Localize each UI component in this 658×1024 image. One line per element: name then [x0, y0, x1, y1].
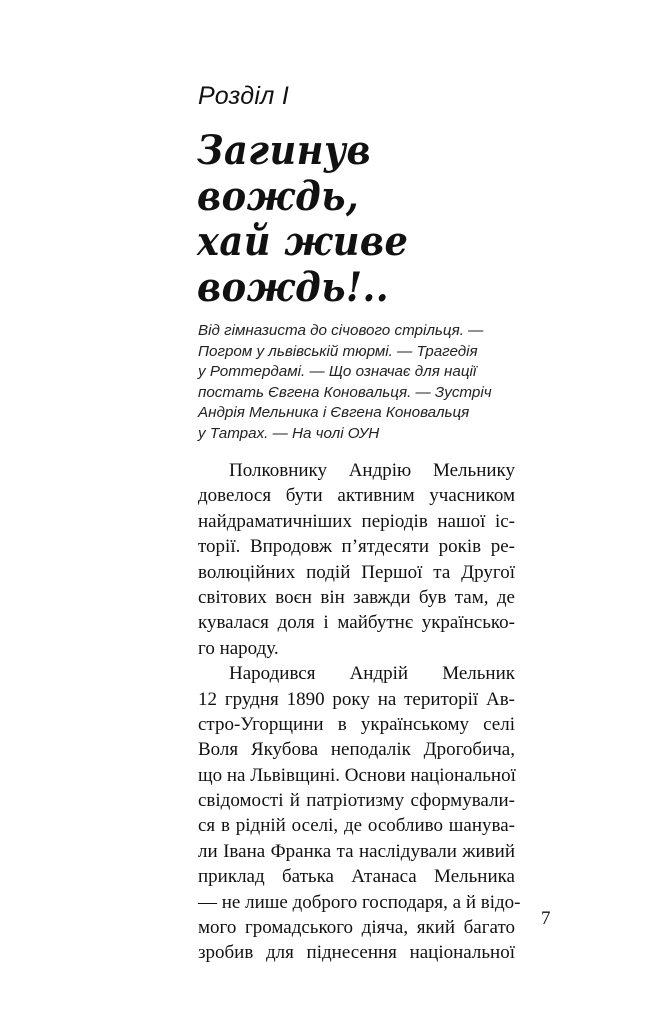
text-line: Воля Якубова неподалік Дрогобича,: [198, 739, 515, 761]
chapter-title-line: вождь,: [197, 172, 360, 220]
chapter-title-line: хай живе: [197, 218, 409, 265]
text-line: приклад батька Атанаса Мельника: [198, 866, 515, 888]
summary-line: Андрія Мельника і Євгена Коновальця: [198, 404, 470, 422]
text-line: волюційних подій Першої та Другої: [198, 561, 515, 583]
summary-line: у Роттердамі. — Що означає для нації: [198, 363, 477, 381]
body-text: [198, 458, 521, 966]
text-line: світових воєн він завжди був там, де: [198, 586, 515, 608]
text-line: 12 грудня 1890 року на території Ав-: [198, 688, 515, 710]
text-line: довелося бути активним учасником: [198, 485, 515, 507]
summary-line: постать Євгена Коновальця. — Зустріч: [198, 383, 492, 401]
page-number: 7: [541, 908, 551, 929]
text-line: мого громадського діяча, який багато: [198, 917, 515, 939]
text-line: зробив для піднесення національної: [198, 942, 515, 964]
paragraph: [198, 458, 515, 661]
summary-line: у Татрах. — На чолі ОУН: [198, 424, 380, 442]
text-line: — не лише доброго господаря, а й відо-: [198, 891, 521, 913]
text-line: го народу.: [198, 637, 279, 659]
summary-line: Погром у львівській тюрмі. — Трагедія: [198, 342, 478, 360]
summary-line: Від гімназиста до січового стрільця. —: [198, 322, 484, 339]
text-line: стро-Угорщини в українському селі: [198, 713, 515, 735]
text-line: найдраматичніших періодів нашої іс-: [198, 510, 515, 532]
text-line: кувалася доля і майбутнє українсько-: [198, 612, 515, 634]
text-line: Народився Андрій Мельник: [229, 663, 515, 685]
chapter-title-line: вождь!..: [197, 263, 390, 311]
text-line: свідомості й патріотизму сформували-: [198, 790, 515, 812]
chapter-label: Розділ I: [198, 82, 290, 110]
chapter-title: [197, 128, 473, 310]
text-line: торії. Впродовж п’ятдесяти років ре-: [198, 536, 515, 558]
text-line: Полковнику Андрію Мельнику: [229, 460, 515, 481]
text-line: ся в рідній оселі, де особливо шанува-: [198, 815, 515, 837]
text-line: ли Івана Франка та наслідували живий: [198, 840, 515, 862]
chapter-title-line: Загинув: [197, 127, 372, 174]
text-line: що на Львівщині. Основи національної: [198, 764, 516, 786]
chapter-summary: [198, 321, 516, 445]
paragraph: [198, 661, 521, 966]
